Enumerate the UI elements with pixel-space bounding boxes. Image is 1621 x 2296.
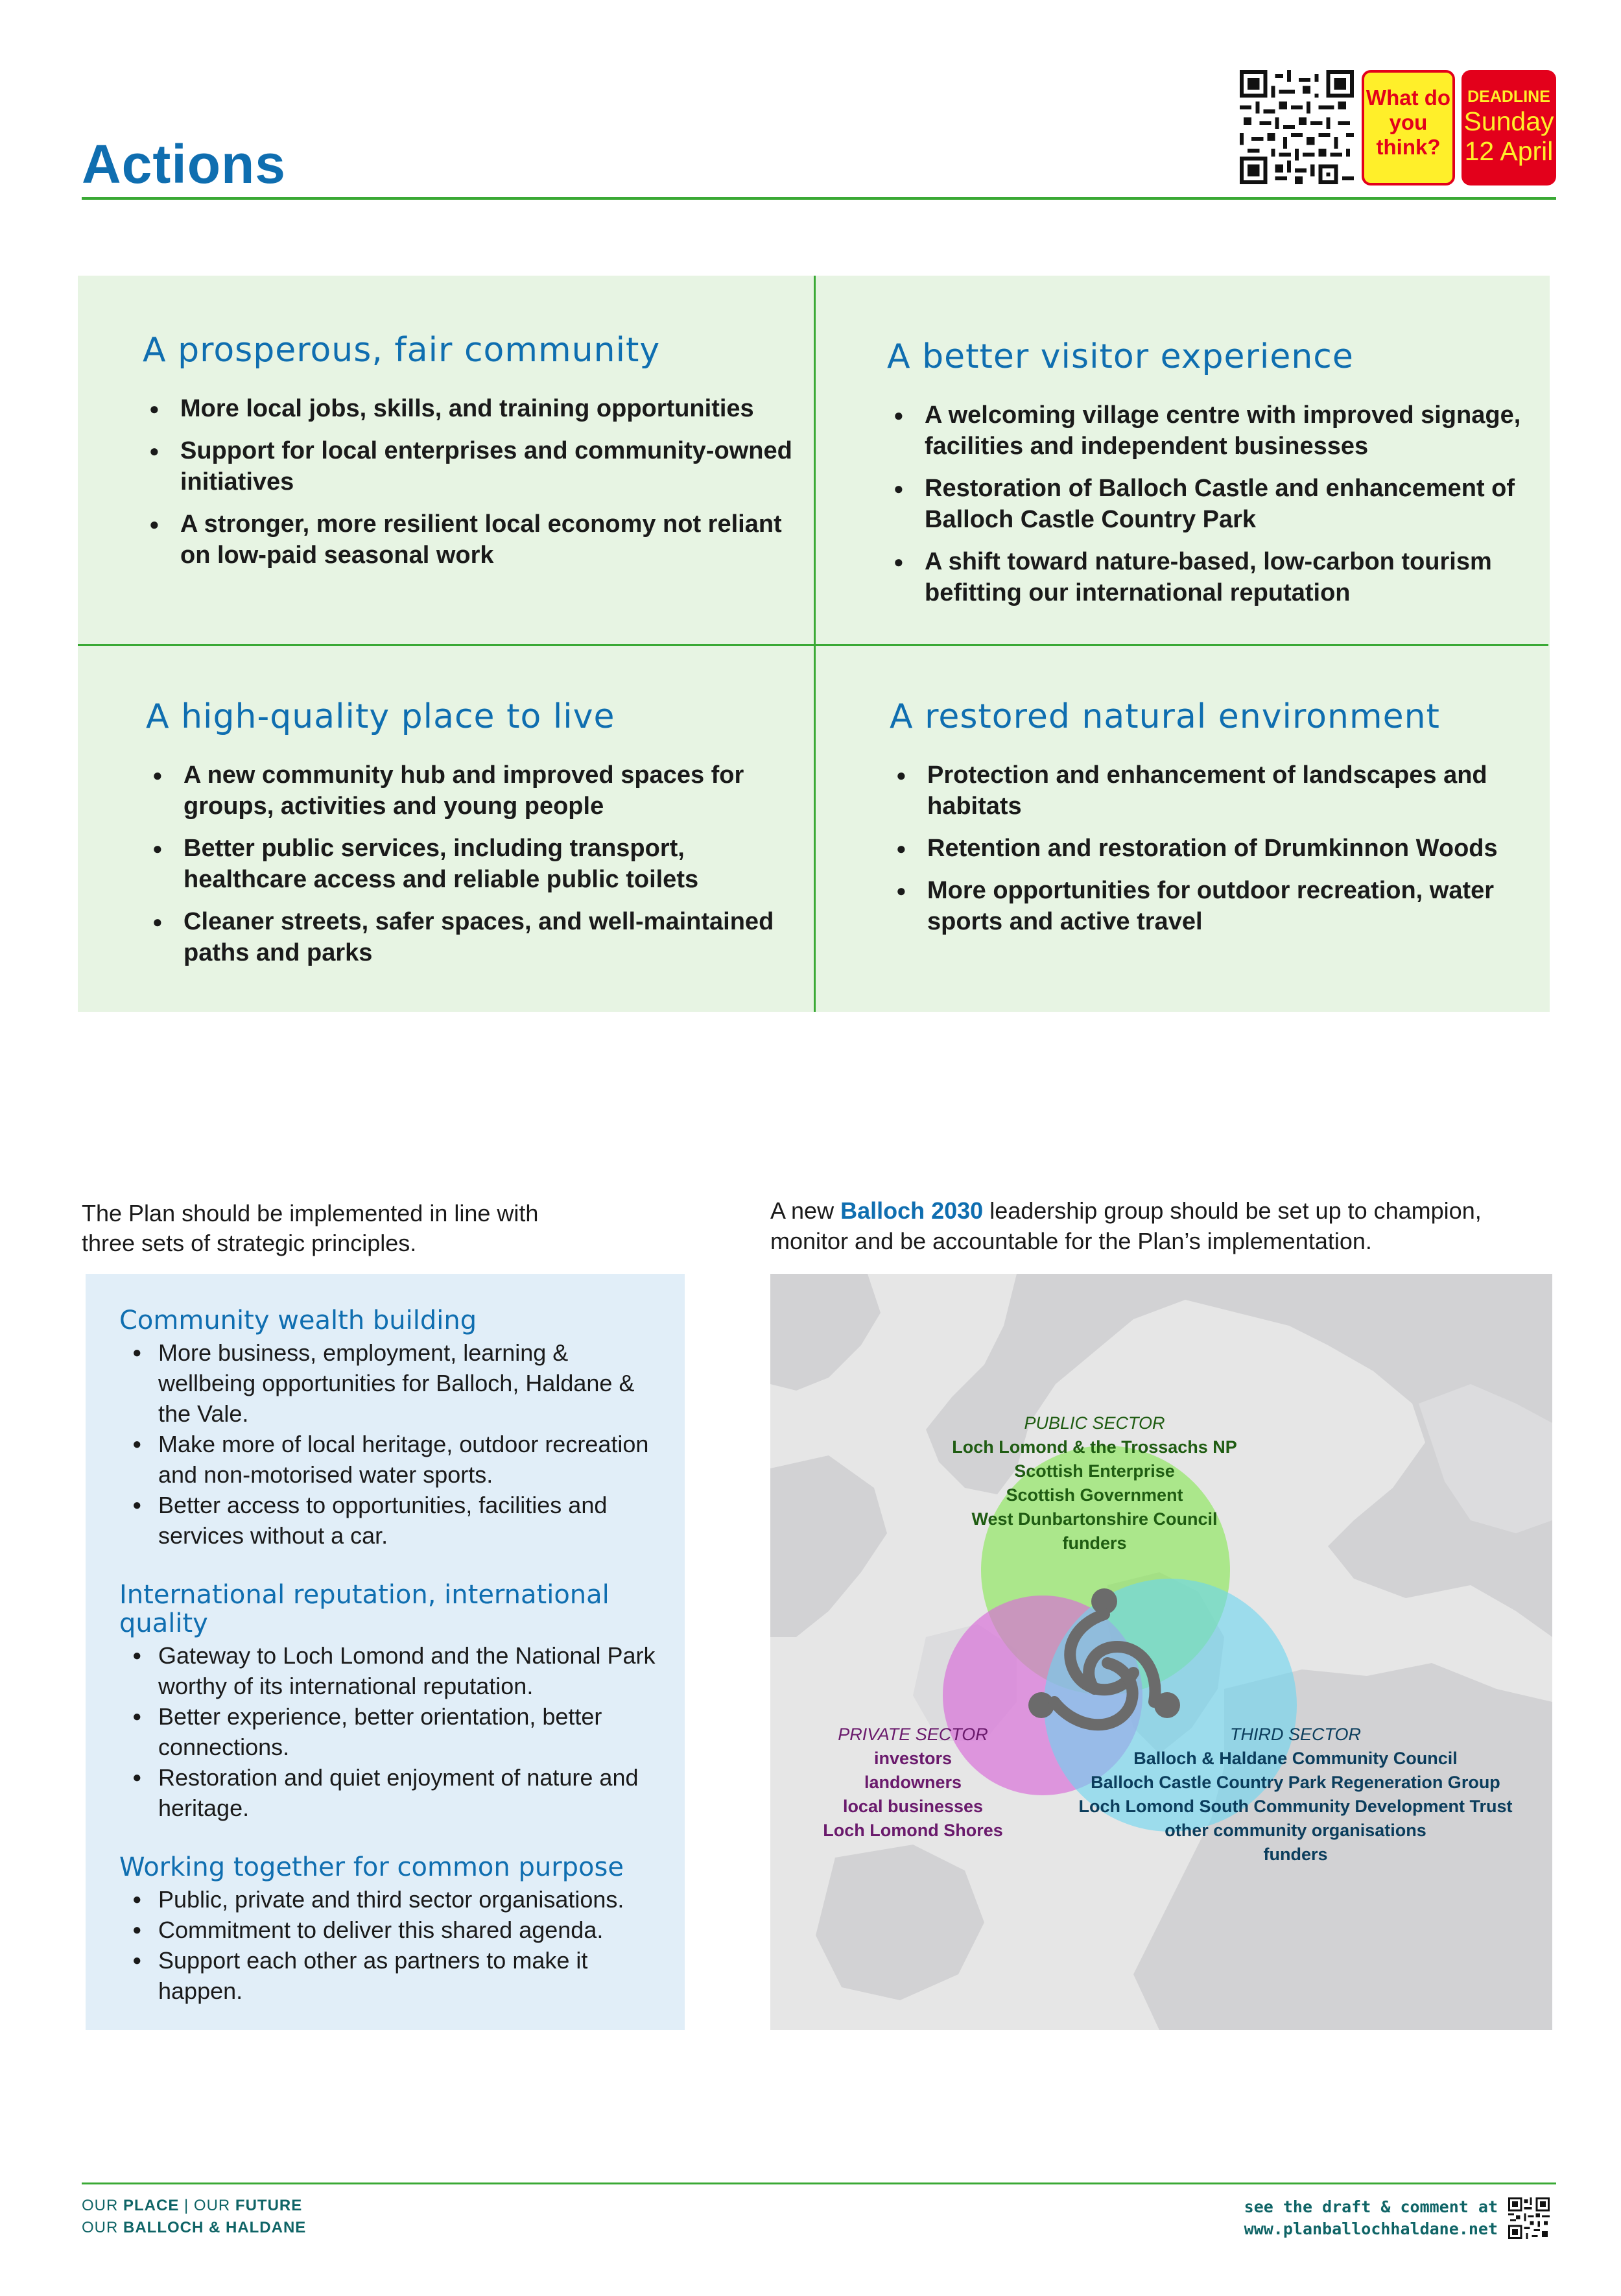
action-heading: A high-quality place to live — [146, 697, 615, 736]
venn-member: other community organisations — [1165, 1821, 1426, 1840]
action-item: ● Better public services, including transport, healthcare access and reliable public toilets — [146, 833, 807, 895]
website-prompt: see the draft & comment at — [1244, 2197, 1498, 2216]
third-sector-label — [1049, 1723, 1542, 1867]
venn-member: Loch Lomond & the Trossachs NP — [952, 1437, 1237, 1457]
slogan-word: OUR — [82, 2197, 123, 2214]
slogan-word: BALLOCH & HALDANE — [123, 2219, 307, 2236]
principles-panel — [86, 1274, 685, 2030]
principle-item: ● Better experience, better orientation, better connections. — [119, 1701, 659, 1762]
qr-code[interactable] — [1240, 70, 1354, 184]
actions-grid — [78, 276, 1550, 1012]
venn-member: Loch Lomond Shores — [823, 1821, 1003, 1840]
slogan-separator: | — [179, 2197, 194, 2214]
public-sector-label — [919, 1411, 1270, 1555]
principle-item: ● Gateway to Loch Lomond and the National Park worthy of its international reputation. — [119, 1640, 659, 1701]
footer-website — [1244, 2196, 1498, 2240]
page-title: Actions — [82, 134, 287, 195]
action-panel-visitor-experience — [887, 337, 1548, 619]
footer-slogan — [82, 2195, 306, 2239]
background-map — [770, 1274, 1552, 2030]
principle-item: ● Support each other as partners to make it happen. — [119, 1945, 659, 2006]
action-item: ● Cleaner streets, safer spaces, and well-maintained paths and parks — [146, 906, 807, 968]
principle-item: ● Make more of local heritage, outdoor recreation and non-motorised water sports. — [119, 1429, 659, 1490]
venn-member: Scottish Enterprise — [1014, 1461, 1175, 1481]
footer-qr-code[interactable] — [1508, 2197, 1550, 2239]
venn-member: funders — [1062, 1533, 1127, 1553]
leadership-intro — [770, 1195, 1555, 1256]
action-item: ● Support for local enterprises and community-owned initiatives — [143, 435, 804, 497]
leadership-group-name: Balloch 2030 — [840, 1197, 984, 1224]
venn-member: local businesses — [842, 1797, 984, 1816]
action-item: ● Protection and enhancement of landscapes and habitats — [890, 759, 1551, 822]
slogan-word: OUR — [193, 2197, 235, 2214]
grid-horizontal-divider — [78, 644, 1548, 646]
deadline-day: Sunday — [1463, 106, 1554, 136]
venn-member: Loch Lomond South Community Development Trust — [1078, 1797, 1513, 1816]
principle-item: ● Better access to opportunities, facilities and services without a car. — [119, 1490, 659, 1551]
action-item: ● More opportunities for outdoor recreation, water sports and active travel — [890, 875, 1551, 937]
private-sector-label — [816, 1723, 1010, 1843]
action-item: ● A new community hub and improved spaces for groups, activities and young people — [146, 759, 807, 822]
principle-item: ● Restoration and quiet enjoyment of nature and heritage. — [119, 1762, 659, 1823]
principle-item: ● Public, private and third sector organisations. — [119, 1884, 659, 1915]
venn-member: Balloch Castle Country Park Regeneration Group — [1091, 1773, 1500, 1792]
footer-divider — [82, 2182, 1556, 2184]
action-heading: A prosperous, fair community — [143, 331, 661, 370]
feedback-badge: What do you think? — [1362, 70, 1455, 185]
action-item: ● A welcoming village centre with improved signage, facilities and independent businesses — [887, 400, 1548, 462]
slogan-word: OUR — [82, 2219, 123, 2236]
deadline-badge — [1461, 70, 1556, 185]
leadership-intro-start: A new — [770, 1197, 841, 1224]
principle-item: ● Commitment to deliver this shared agenda. — [119, 1915, 659, 1945]
deadline-label: DEADLINE — [1467, 88, 1550, 106]
action-panel-prosperous-community — [143, 331, 804, 582]
venn-map-panel — [770, 1274, 1552, 2030]
action-heading: A better visitor experience — [887, 337, 1354, 376]
venn-sector-title: THIRD SECTOR — [1229, 1725, 1361, 1744]
venn-member: funders — [1263, 1845, 1328, 1864]
venn-member: Scottish Government — [1006, 1485, 1183, 1505]
principle-heading: Working together for common purpose — [119, 1852, 624, 1882]
principles-intro: The Plan should be implemented in line with three sets of strategic principles. — [82, 1200, 539, 1256]
venn-member: Balloch & Haldane Community Council — [1133, 1749, 1458, 1768]
deadline-date: 12 April — [1464, 136, 1554, 166]
action-heading: A restored natural environment — [890, 697, 1440, 736]
slogan-word: FUTURE — [235, 2197, 303, 2214]
action-panel-natural-environment — [890, 697, 1551, 948]
action-item: ● A shift toward nature-based, low-carbon tourism befitting our international reputation — [887, 546, 1548, 608]
action-panel-place-to-live — [146, 697, 807, 979]
venn-sector-title: PRIVATE SECTOR — [838, 1725, 988, 1744]
action-item: ● Restoration of Balloch Castle and enhancement of Balloch Castle Country Park — [887, 473, 1548, 535]
website-link[interactable]: www.planballochhaldane.net — [1244, 2219, 1498, 2238]
action-item: ● Retention and restoration of Drumkinnon Woods — [890, 833, 1551, 864]
principle-item: ● More business, employment, learning & wellbeing opportunities for Balloch, Haldane & the Vale. — [119, 1337, 659, 1429]
slogan-word: PLACE — [123, 2197, 180, 2214]
action-item: ● A stronger, more resilient local economy not reliant on low-paid seasonal work — [143, 508, 804, 571]
venn-sector-title: PUBLIC SECTOR — [1024, 1413, 1165, 1433]
principle-heading: Community wealth building — [119, 1306, 477, 1335]
action-item: ● More local jobs, skills, and training opportunities — [143, 393, 804, 424]
venn-member: landowners — [864, 1773, 962, 1792]
venn-member: West Dunbartonshire Council — [971, 1509, 1218, 1529]
header-divider — [82, 197, 1556, 200]
leadership-intro-end: leadership group should be set up to champion, monitor and be accountable for the Plan’s implementation. — [770, 1197, 1482, 1254]
principle-heading: International reputation, international quality — [119, 1580, 609, 1638]
venn-member: investors — [873, 1749, 952, 1768]
